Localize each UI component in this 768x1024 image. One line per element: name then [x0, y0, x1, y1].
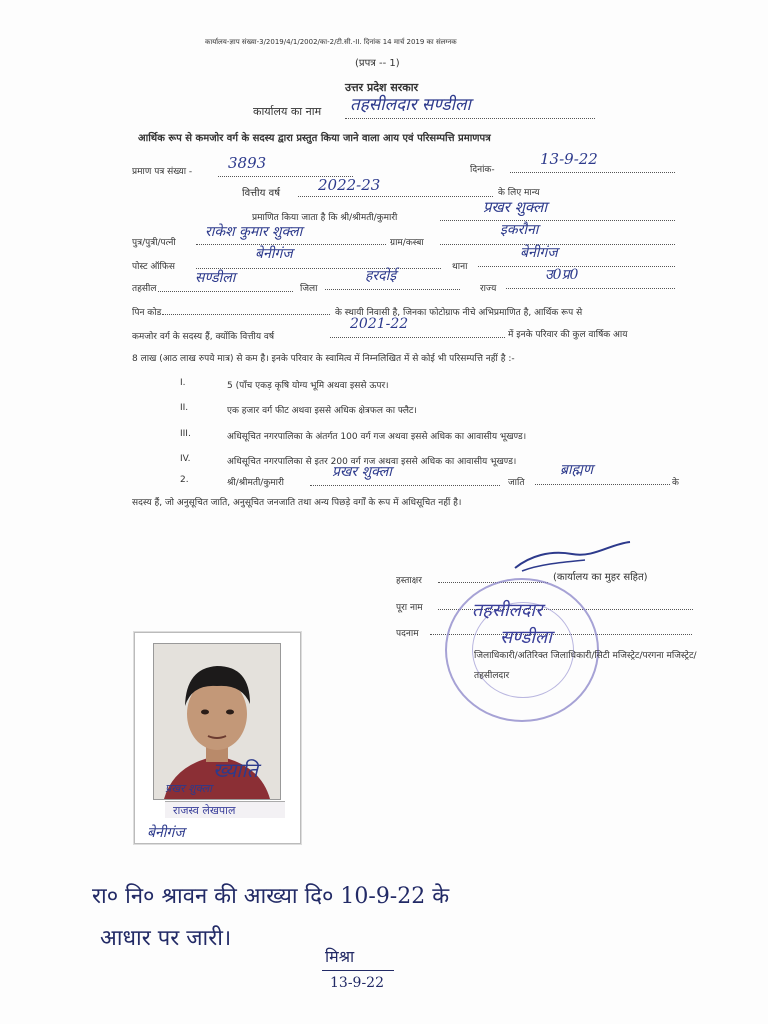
attest-place: बेनीगंज [147, 825, 185, 841]
tehsil-value: सण्डीला [195, 270, 236, 286]
note-date: 13-9-22 [330, 975, 384, 991]
jati-value: ब्राह्मण [560, 462, 593, 478]
jati-label: जाति [508, 478, 525, 488]
certificate-title: आर्थिक रूप से कमजोर वर्ग के सदस्य द्वारा प्रस्तुत किया जाने वाला आय एवं परिसम्पत्ति प्रमाणपत्र [138, 133, 491, 144]
tehsil-label: तहसील [132, 284, 157, 294]
applicant-photo-card [134, 632, 301, 844]
father-name: राकेश कुमार शुक्ला [205, 224, 303, 240]
body-line3: 8 लाख (आठ लाख रुपये मात्र) से कम है। इनके परिवार के स्वामित्व में निम्नलिखित में से कोई भी परिसम्पत्ति नहीं है :- [132, 354, 515, 364]
district-value: हरदोई [365, 268, 397, 284]
body-line2-start: कमजोर वर्ग के सदस्य हैं, क्योंकि वित्तीय वर्ष [132, 332, 275, 342]
state-value: उ0प्र0 [545, 267, 579, 283]
reference-line: कार्यालय-ज्ञाप संख्या-3/2019/4/1/2002/का-2/टी.सी.-II. दिनांक 14 मार्च 2019 का संलग्नक [205, 38, 457, 46]
caste-num: 2. [180, 475, 189, 485]
attest-signature: ख्याति [213, 758, 259, 782]
date-value: 13-9-22 [540, 150, 598, 168]
sign-label: हस्ताक्षर [396, 576, 422, 586]
certify-label: प्रमाणित किया जाता है कि श्री/श्रीमती/कुमारी [252, 213, 398, 223]
pin-label: पिन कोड [132, 308, 162, 318]
condition-4-text: अधिसूचित नगरपालिका से इतर 200 वर्ग गज अथवा इससे अधिक का आवासीय भूखण्ड। [227, 457, 517, 467]
designation-value: जिलाधिकारी/अतिरिक्त जिलाधिकारी/सिटी मजिस्ट्रेट/परगना मजिस्ट्रेट/तहसीलदार [474, 651, 697, 681]
district-label: जिला [300, 284, 318, 294]
thana-label: थाना [452, 262, 468, 272]
government-title: उत्तर प्रदेश सरकार [345, 81, 419, 94]
attest-text: राजस्व लेखपाल [173, 804, 236, 817]
condition-3-text: अधिसूचित नगरपालिका के अंतर्गत 100 वर्ग गज अथवा इससे अधिक का आवासीय भूखण्ड। [227, 432, 527, 442]
fy-value: 2022-23 [318, 176, 381, 194]
date-label: दिनांक- [470, 165, 495, 175]
post-value: बेनीगंज [255, 246, 293, 262]
body-line1: के स्थायी निवासी है, जिनका फोटोग्राफ नीचे अभिप्रमाणित है, आर्थिक रूप से [335, 308, 583, 318]
post-label: पोस्ट ऑफिस [132, 262, 175, 272]
office-value: तहसीलदार सण्डीला [350, 95, 471, 115]
caste-suffix: के [672, 478, 679, 488]
condition-4-num: IV. [180, 454, 191, 464]
sign-note: (कार्यालय का मुहर सहित) [553, 572, 648, 583]
prapatra-label: (प्रपत्र -- 1) [355, 58, 400, 69]
person-name: प्रखर शुक्ला [483, 198, 548, 216]
fy-label: वित्तीय वर्ष [242, 188, 280, 199]
village-label: ग्राम/कस्बा [390, 238, 424, 248]
full-name-label: पूरा नाम [396, 603, 423, 613]
note-signature: मिश्रा [325, 947, 355, 966]
condition-3-num: III. [180, 429, 191, 439]
father-label: पुत्र/पुत्री/पत्नी [132, 238, 176, 248]
thana-value: बेनीगंज [520, 245, 558, 261]
stamp-line-1: तहसीलदार [472, 600, 543, 621]
cert-no-value: 3893 [228, 154, 267, 172]
prev-fy-value: 2021-22 [350, 316, 409, 332]
village-value: इकरौना [500, 222, 539, 238]
caste-person-name: प्रखर शुक्ला [332, 464, 392, 480]
office-label: कार्यालय का नाम [253, 105, 322, 118]
photo-name-strip: प्रखर शुक्ला [165, 782, 213, 795]
condition-1-text: 5 (पाँच एकड़ कृषि योग्य भूमि अथवा इससे ऊपर। [227, 381, 389, 391]
note-line-1: रा० नि० श्रावन की आख्या दि० 10-9-22 के [92, 884, 450, 909]
note-line-2: आधार पर जारी। [100, 926, 232, 951]
designation-label: पदनाम [396, 629, 419, 639]
body-line2-end: में इनके परिवार की कुल वार्षिक आय [508, 330, 628, 340]
caste-statement: सदस्य हैं, जो अनुसूचित जाति, अनुसूचित जनजाति तथा अन्य पिछड़े वर्गों के रूप में अधिसूचित नहीं है। [132, 498, 462, 508]
condition-2-num: II. [180, 403, 189, 413]
condition-1-num: I. [180, 378, 186, 388]
stamp-line-2: सण्डीला [500, 627, 552, 648]
caste-label: श्री/श्रीमती/कुमारी [227, 478, 284, 488]
condition-2-text: एक हजार वर्ग फीट अथवा इससे अधिक क्षेत्रफल का फ्लैट। [227, 406, 417, 416]
fy-suffix: के लिए मान्य [498, 188, 540, 198]
cert-no-label: प्रमाण पत्र संख्या - [132, 167, 193, 177]
state-label: राज्य [480, 284, 497, 294]
